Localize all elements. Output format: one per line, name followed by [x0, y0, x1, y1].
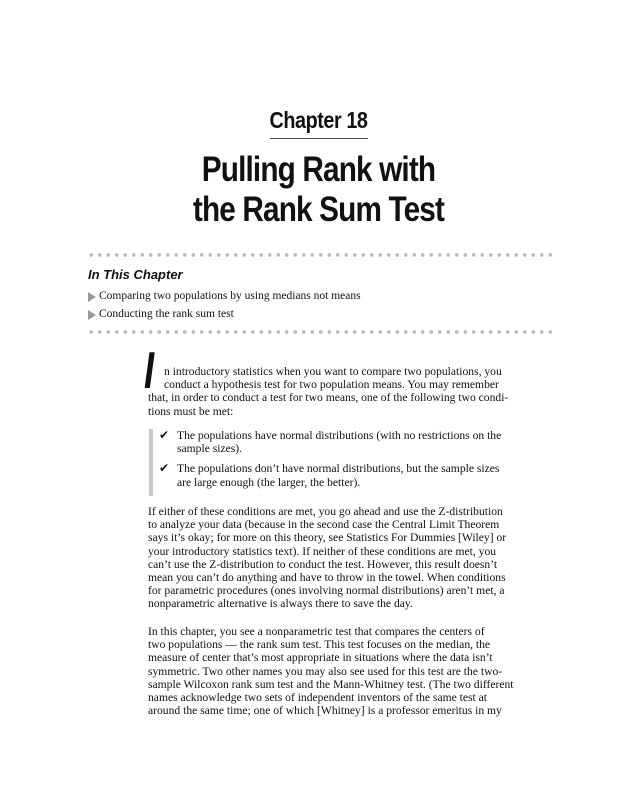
text-line: are large enough (the larger, the better). — [177, 475, 361, 489]
intro-paragraph — [148, 365, 553, 418]
text-line: n introductory statistics when you want to compare two populations, you — [164, 365, 502, 378]
drop-cap: I — [144, 342, 155, 400]
in-this-chapter-item-text: Comparing two populations by using medians not means — [99, 290, 361, 302]
checklist-item — [159, 429, 564, 455]
text-line: your introductory statistics text). If neither of these conditions are met, you — [148, 544, 497, 558]
dotted-divider-top — [87, 252, 552, 258]
text-line: tions must be met: — [148, 404, 234, 418]
text-line: two populations — the rank sum test. This test focuses on the median, the — [148, 638, 491, 652]
chapter-title-line: Pulling Rank with — [201, 150, 436, 189]
triangle-bullet-icon — [88, 310, 96, 320]
conditions-checklist — [149, 429, 564, 496]
text-line: nonparametric alternative is always there to save the day. — [148, 597, 413, 611]
checkmark-icon: ✔ — [159, 461, 170, 476]
in-this-chapter-item — [88, 287, 361, 305]
text-line: sample sizes). — [177, 442, 243, 456]
paragraph-conditions-met — [148, 505, 553, 611]
in-this-chapter-list — [88, 287, 361, 323]
in-this-chapter-item — [88, 305, 361, 323]
text-line: In this chapter, you see a nonparametric test that compares the centers of — [148, 625, 485, 638]
text-line: If either of these conditions are met, you go ahead and use the Z-distribution — [148, 505, 503, 518]
text-line: conduct a hypothesis test for two population means. You may remember — [164, 378, 499, 392]
in-this-chapter-heading: In This Chapter — [88, 267, 183, 282]
chapter-title — [48, 150, 589, 230]
text-line: sample Wilcoxon rank sum test and the Mann-Whitney test. (The two different — [148, 677, 514, 691]
text-line: can’t use the Z-distribution to conduct the test. However, this result doesn’t — [148, 557, 498, 571]
text-line: The populations don’t have normal distributions, but the sample sizes — [177, 462, 500, 476]
in-this-chapter-item-text: Conducting the rank sum test — [99, 308, 234, 320]
paragraph-rank-sum-intro — [148, 625, 553, 717]
text-line: symmetric. Two other names you may also see used for this test are the two- — [148, 664, 503, 678]
chapter-title-line: the Rank Sum Test — [192, 190, 445, 229]
text-line: measure of center that’s most appropriate in situations where the data isn’t — [148, 651, 493, 665]
dotted-divider-bottom — [87, 329, 552, 335]
text-line: says it’s okay; for more on this theory, see Statistics For Dummies [Wiley] or — [148, 531, 507, 545]
text-line: mean you can’t do anything and have to throw in the towel. When conditions — [148, 571, 506, 585]
text-line: to analyze your data (because in the second case the Central Limit Theorem — [148, 518, 500, 532]
text-line: names acknowledge two sets of independent inventors of the same test at — [148, 691, 488, 705]
triangle-bullet-icon — [88, 292, 96, 302]
chapter-number-rule — [270, 138, 368, 139]
chapter-number: Chapter 18 — [269, 107, 368, 133]
text-line: for parametric procedures (ones involving normal distributions) aren’t met, a — [148, 584, 505, 598]
checkmark-icon: ✔ — [159, 428, 170, 442]
text-line: The populations have normal distributions (with no restrictions on the — [177, 429, 502, 442]
text-line: that, in order to conduct a test for two means, one of the following two condi- — [148, 391, 509, 405]
text-line: around the same time; one of which [Whitney] is a professor emeritus in my — [148, 704, 502, 718]
checklist-item — [159, 462, 564, 488]
